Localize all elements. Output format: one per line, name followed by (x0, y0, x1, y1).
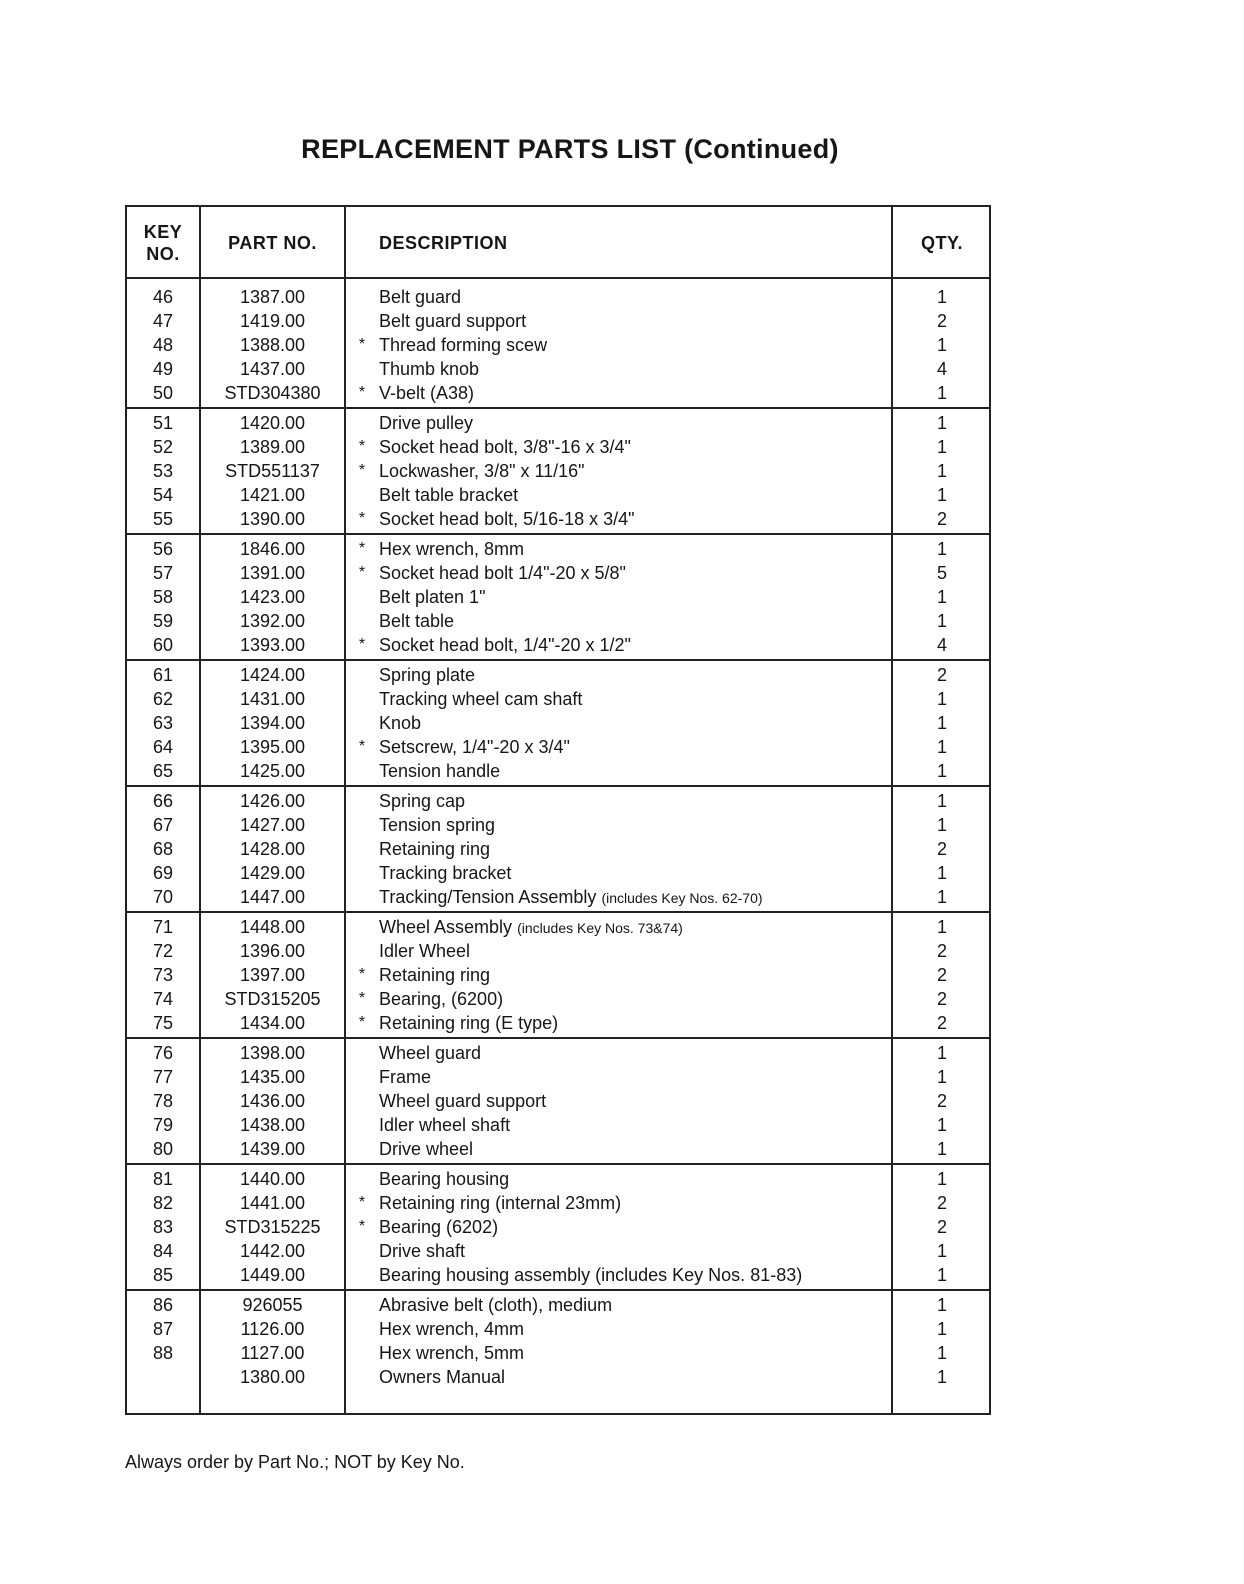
part-no-cell: 1421.00 (239, 485, 306, 505)
table-row (127, 1365, 989, 1389)
description-text: Idler wheel shaft (379, 1115, 511, 1135)
description-cell (379, 1065, 889, 1089)
qty-cell: 1 (936, 887, 947, 907)
part-no-cell: 1440.00 (239, 1169, 306, 1189)
table-row (127, 1239, 989, 1263)
hardware-marker: * (358, 636, 366, 653)
description-cell (379, 759, 889, 783)
description-text: Belt guard (379, 287, 462, 307)
description-cell (379, 813, 889, 837)
description-cell (379, 1365, 889, 1389)
key-no-cell: 81 (152, 1169, 174, 1189)
description-cell (379, 1341, 889, 1365)
qty-cell: 1 (936, 587, 947, 607)
qty-cell: 2 (936, 989, 947, 1009)
key-no-cell: 72 (152, 941, 174, 961)
part-no-cell: 1437.00 (239, 359, 306, 379)
table-row (127, 1317, 989, 1341)
hardware-marker: * (358, 462, 366, 479)
description-cell (379, 1137, 889, 1161)
description-cell (379, 459, 889, 483)
description-text: Tension spring (379, 815, 496, 835)
hardware-marker: * (358, 336, 366, 353)
key-no-cell: 60 (152, 635, 174, 655)
part-no-cell: 1449.00 (239, 1265, 306, 1285)
qty-cell: 1 (936, 413, 947, 433)
qty-cell: 1 (936, 791, 947, 811)
part-no-cell: 1380.00 (239, 1367, 306, 1387)
qty-cell: 1 (936, 1319, 947, 1339)
qty-cell: 2 (936, 665, 947, 685)
part-no-cell: 1438.00 (239, 1115, 306, 1135)
description-cell (379, 633, 889, 657)
qty-cell: 1 (936, 1139, 947, 1159)
qty-cell: 1 (936, 689, 947, 709)
description-cell (379, 939, 889, 963)
part-no-cell: 1397.00 (239, 965, 306, 985)
key-no-cell: 78 (152, 1091, 174, 1111)
key-no-cell: 79 (152, 1115, 174, 1135)
key-no-cell: 49 (152, 359, 174, 379)
key-no-cell: 68 (152, 839, 174, 859)
description-cell (379, 1191, 889, 1215)
part-no-cell: STD551137 (225, 461, 320, 481)
key-no-cell: 46 (152, 287, 174, 307)
description-note: (includes Key Nos. 73&74) (517, 920, 683, 936)
description-cell (379, 609, 889, 633)
key-no-cell: 76 (152, 1043, 174, 1063)
part-no-cell: STD315205 (224, 989, 321, 1009)
key-no-cell: 87 (152, 1319, 174, 1339)
qty-cell: 1 (936, 863, 947, 883)
description-text: Belt table bracket (379, 485, 519, 505)
qty-cell: 1 (936, 461, 947, 481)
key-no-cell: 63 (152, 713, 174, 733)
part-no-cell: 1429.00 (239, 863, 306, 883)
table-row (127, 1293, 989, 1317)
qty-cell: 2 (936, 839, 947, 859)
table-row (127, 1065, 989, 1089)
description-cell (379, 915, 889, 940)
qty-cell: 1 (936, 437, 947, 457)
table-row (127, 333, 989, 357)
description-text: Drive shaft (379, 1241, 466, 1261)
part-no-cell: 1442.00 (239, 1241, 306, 1261)
description-text: Wheel guard (379, 1043, 482, 1063)
description-cell (379, 507, 889, 531)
part-no-cell: 1846.00 (239, 539, 306, 559)
qty-cell: 1 (936, 1043, 947, 1063)
qty-cell: 2 (936, 509, 947, 529)
description-cell (379, 357, 889, 381)
description-cell (379, 1167, 889, 1191)
key-no-cell: 61 (152, 665, 174, 685)
part-no-cell: 1428.00 (239, 839, 306, 859)
description-text: Setscrew, 1/4"-20 x 3/4" (379, 737, 570, 757)
qty-cell: 1 (936, 287, 947, 307)
qty-cell: 1 (936, 737, 947, 757)
description-cell (379, 309, 889, 333)
part-no-cell: 1426.00 (239, 791, 306, 811)
table-row (127, 507, 989, 531)
description-text: Socket head bolt 1/4"-20 x 5/8" (379, 563, 626, 583)
description-text: Tracking/Tension Assembly (379, 887, 597, 907)
qty-cell: 2 (936, 311, 947, 331)
table-row (127, 285, 989, 309)
part-no-cell: 1393.00 (239, 635, 306, 655)
qty-cell: 1 (936, 485, 947, 505)
part-no-cell: STD315225 (224, 1217, 321, 1237)
description-text: Tracking wheel cam shaft (379, 689, 583, 709)
description-text: Hex wrench, 8mm (379, 539, 525, 559)
description-text: Bearing (6202) (379, 1217, 499, 1237)
description-text: Hex wrench, 5mm (379, 1343, 525, 1363)
key-no-cell: 75 (152, 1013, 174, 1033)
description-text: Drive pulley (379, 413, 474, 433)
qty-cell: 1 (936, 1169, 947, 1189)
description-text: Thread forming scew (379, 335, 548, 355)
table-row (127, 1137, 989, 1161)
description-text: Spring cap (379, 791, 466, 811)
key-no-cell: 55 (152, 509, 174, 529)
description-text: Belt platen 1" (379, 587, 486, 607)
key-no-cell: 80 (152, 1139, 174, 1159)
qty-cell: 1 (936, 1067, 947, 1087)
group-rule (127, 659, 989, 661)
table-row (127, 1113, 989, 1137)
description-text: Socket head bolt, 3/8"-16 x 3/4" (379, 437, 631, 457)
part-no-cell: 1436.00 (239, 1091, 306, 1111)
table-row (127, 759, 989, 783)
description-text: Bearing housing (379, 1169, 510, 1189)
table-row (127, 381, 989, 405)
description-text: Frame (379, 1067, 432, 1087)
header-rule (127, 277, 989, 279)
header-qty: QTY. (920, 233, 963, 253)
table-row (127, 861, 989, 885)
table-row (127, 459, 989, 483)
table-row (127, 663, 989, 687)
key-no-cell: 50 (152, 383, 174, 403)
description-note: (includes Key Nos. 62-70) (601, 890, 763, 906)
part-no-cell: 1395.00 (239, 737, 306, 757)
key-no-cell: 64 (152, 737, 174, 757)
key-no-cell: 47 (152, 311, 174, 331)
qty-cell: 1 (936, 713, 947, 733)
table-row (127, 1011, 989, 1035)
description-text: Socket head bolt, 5/16-18 x 3/4" (379, 509, 635, 529)
description-cell (379, 435, 889, 459)
footer-note: Always order by Part No.; NOT by Key No. (125, 1452, 465, 1472)
table-row (127, 1089, 989, 1113)
key-no-cell: 59 (152, 611, 174, 631)
part-no-cell: 1390.00 (239, 509, 306, 529)
description-text: Knob (379, 713, 422, 733)
part-no-cell: 1391.00 (239, 563, 306, 583)
part-no-cell: 1394.00 (239, 713, 306, 733)
description-text: Retaining ring (internal 23mm) (379, 1193, 622, 1213)
description-cell (379, 963, 889, 987)
qty-cell: 2 (936, 1091, 947, 1111)
hardware-marker: * (358, 1014, 366, 1031)
description-text: Tension handle (379, 761, 501, 781)
hardware-marker: * (358, 540, 366, 557)
qty-cell: 1 (936, 917, 947, 937)
qty-cell: 4 (936, 635, 947, 655)
group-rule (127, 533, 989, 535)
part-no-cell: 1398.00 (239, 1043, 306, 1063)
table-row (127, 435, 989, 459)
part-no-cell: 1448.00 (239, 917, 306, 937)
description-cell (379, 285, 889, 309)
qty-cell: 1 (936, 1241, 947, 1261)
qty-cell: 2 (936, 1193, 947, 1213)
description-text: Retaining ring (379, 965, 491, 985)
qty-cell: 1 (936, 761, 947, 781)
qty-cell: 1 (936, 1265, 947, 1285)
key-no-cell: 48 (152, 335, 174, 355)
description-text: Belt table (379, 611, 455, 631)
description-text: Spring plate (379, 665, 476, 685)
part-no-cell: 1427.00 (239, 815, 306, 835)
key-no-cell: 53 (152, 461, 174, 481)
description-cell (379, 1317, 889, 1341)
description-cell (379, 1215, 889, 1239)
table-row (127, 585, 989, 609)
table-row (127, 1191, 989, 1215)
description-text: Drive wheel (379, 1139, 474, 1159)
qty-cell: 1 (936, 611, 947, 631)
part-no-cell: 1431.00 (239, 689, 306, 709)
description-cell (379, 789, 889, 813)
part-no-cell: 1441.00 (239, 1193, 306, 1213)
qty-cell: 1 (936, 815, 947, 835)
table-row (127, 837, 989, 861)
table-row (127, 735, 989, 759)
qty-cell: 2 (936, 965, 947, 985)
qty-cell: 2 (936, 1217, 947, 1237)
key-no-cell: 65 (152, 761, 174, 781)
table-row (127, 963, 989, 987)
qty-cell: 1 (936, 383, 947, 403)
part-no-cell: 1420.00 (239, 413, 306, 433)
key-no-cell: 70 (152, 887, 174, 907)
key-no-cell: 88 (152, 1343, 174, 1363)
description-cell (379, 861, 889, 885)
hardware-marker: * (358, 990, 366, 1007)
description-cell (379, 735, 889, 759)
table-row (127, 1263, 989, 1287)
part-no-cell: 1126.00 (240, 1319, 305, 1339)
table-row (127, 789, 989, 813)
description-text: Wheel guard support (379, 1091, 547, 1111)
table-row (127, 537, 989, 561)
description-text: Lockwasher, 3/8" x 11/16" (379, 461, 585, 481)
key-no-cell: 71 (152, 917, 174, 937)
hardware-marker: * (358, 438, 366, 455)
description-cell (379, 687, 889, 711)
group-rule (127, 1163, 989, 1165)
description-text: Belt guard support (379, 311, 527, 331)
key-no-cell: 86 (152, 1295, 174, 1315)
part-no-cell: 1396.00 (239, 941, 306, 961)
header-key-no: KEY NO. (143, 222, 183, 264)
part-no-cell: 1127.00 (240, 1343, 305, 1363)
hardware-marker: * (358, 384, 366, 401)
group-rule (127, 1037, 989, 1039)
description-cell (379, 885, 889, 910)
table-row (127, 309, 989, 333)
key-no-cell: 54 (152, 485, 174, 505)
description-text: Retaining ring (E type) (379, 1013, 559, 1033)
part-no-cell: 1424.00 (239, 665, 306, 685)
key-no-cell: 58 (152, 587, 174, 607)
description-text: Owners Manual (379, 1367, 506, 1387)
description-cell (379, 663, 889, 687)
qty-cell: 5 (936, 563, 947, 583)
key-no-cell: 51 (152, 413, 174, 433)
key-no-cell: 52 (152, 437, 174, 457)
part-no-cell: 1419.00 (239, 311, 306, 331)
key-no-cell: 82 (152, 1193, 174, 1213)
part-no-cell: 1447.00 (239, 887, 306, 907)
description-cell (379, 1041, 889, 1065)
table-row (127, 609, 989, 633)
description-text: Socket head bolt, 1/4"-20 x 1/2" (379, 635, 631, 655)
description-cell (379, 585, 889, 609)
part-no-cell: 1435.00 (239, 1067, 306, 1087)
description-cell (379, 711, 889, 735)
key-no-cell: 74 (152, 989, 174, 1009)
description-text: Tracking bracket (379, 863, 512, 883)
table-row (127, 687, 989, 711)
qty-cell: 1 (936, 1343, 947, 1363)
description-cell (379, 1239, 889, 1263)
part-no-cell: 1434.00 (239, 1013, 306, 1033)
table-row (127, 1215, 989, 1239)
description-cell (379, 1113, 889, 1137)
description-cell (379, 537, 889, 561)
description-cell (379, 1089, 889, 1113)
hardware-marker: * (358, 1194, 366, 1211)
key-no-cell: 56 (152, 539, 174, 559)
table-row (127, 915, 989, 939)
qty-cell: 4 (936, 359, 947, 379)
description-cell (379, 483, 889, 507)
hardware-marker: * (358, 1218, 366, 1235)
part-no-cell: STD304380 (224, 383, 321, 403)
qty-cell: 1 (936, 1295, 947, 1315)
description-text: Hex wrench, 4mm (379, 1319, 525, 1339)
description-cell (379, 333, 889, 357)
table-row (127, 987, 989, 1011)
table-row (127, 357, 989, 381)
key-no-cell: 69 (152, 863, 174, 883)
description-text: Bearing, (6200) (379, 989, 504, 1009)
part-no-cell: 926055 (242, 1295, 303, 1315)
part-no-cell: 1439.00 (239, 1139, 306, 1159)
description-cell (379, 1293, 889, 1317)
table-row (127, 885, 989, 909)
description-cell (379, 987, 889, 1011)
table-row (127, 1167, 989, 1191)
key-no-cell: 66 (152, 791, 174, 811)
hardware-marker: * (358, 510, 366, 527)
key-no-cell: 67 (152, 815, 174, 835)
description-cell (379, 837, 889, 861)
description-text: Idler Wheel (379, 941, 471, 961)
group-rule (127, 911, 989, 913)
key-no-cell: 57 (152, 563, 174, 583)
group-rule (127, 785, 989, 787)
part-no-cell: 1387.00 (239, 287, 306, 307)
description-cell (379, 381, 889, 405)
description-text: Retaining ring (379, 839, 491, 859)
key-no-cell: 85 (152, 1265, 174, 1285)
table-row (127, 711, 989, 735)
group-rule (127, 1289, 989, 1291)
hardware-marker: * (358, 738, 366, 755)
table-row (127, 1341, 989, 1365)
description-text: Thumb knob (379, 359, 480, 379)
part-no-cell: 1425.00 (239, 761, 306, 781)
part-no-cell: 1392.00 (239, 611, 306, 631)
part-no-cell: 1388.00 (239, 335, 306, 355)
table-row (127, 411, 989, 435)
qty-cell: 2 (936, 941, 947, 961)
key-no-cell: 84 (152, 1241, 174, 1261)
header-part-no: PART NO. (228, 233, 317, 253)
key-no-cell: 77 (152, 1067, 174, 1087)
page-title: REPLACEMENT PARTS LIST (Continued) (301, 134, 839, 164)
header-description: DESCRIPTION (379, 233, 508, 253)
key-no-cell: 83 (152, 1217, 174, 1237)
key-no-cell: 73 (152, 965, 174, 985)
table-row (127, 1041, 989, 1065)
qty-cell: 1 (936, 539, 947, 559)
description-cell (379, 411, 889, 435)
description-cell (379, 561, 889, 585)
part-no-cell: 1389.00 (239, 437, 306, 457)
qty-cell: 1 (936, 1115, 947, 1135)
qty-cell: 1 (936, 335, 947, 355)
description-text: Bearing housing assembly (includes Key Nos. 81-83) (379, 1265, 803, 1285)
description-text: Abrasive belt (cloth), medium (379, 1295, 613, 1315)
qty-cell: 2 (936, 1013, 947, 1033)
table-row (127, 483, 989, 507)
table-row (127, 561, 989, 585)
table-row (127, 939, 989, 963)
key-no-cell: 62 (152, 689, 174, 709)
description-cell (379, 1011, 889, 1035)
replacement-parts-table (125, 205, 991, 1415)
table-row (127, 813, 989, 837)
hardware-marker: * (358, 966, 366, 983)
description-text: Wheel Assembly (379, 917, 513, 937)
description-cell (379, 1263, 889, 1287)
table-row (127, 633, 989, 657)
description-text: V-belt (A38) (379, 383, 475, 403)
qty-cell: 1 (936, 1367, 947, 1387)
group-rule (127, 407, 989, 409)
part-no-cell: 1423.00 (239, 587, 306, 607)
hardware-marker: * (358, 564, 366, 581)
